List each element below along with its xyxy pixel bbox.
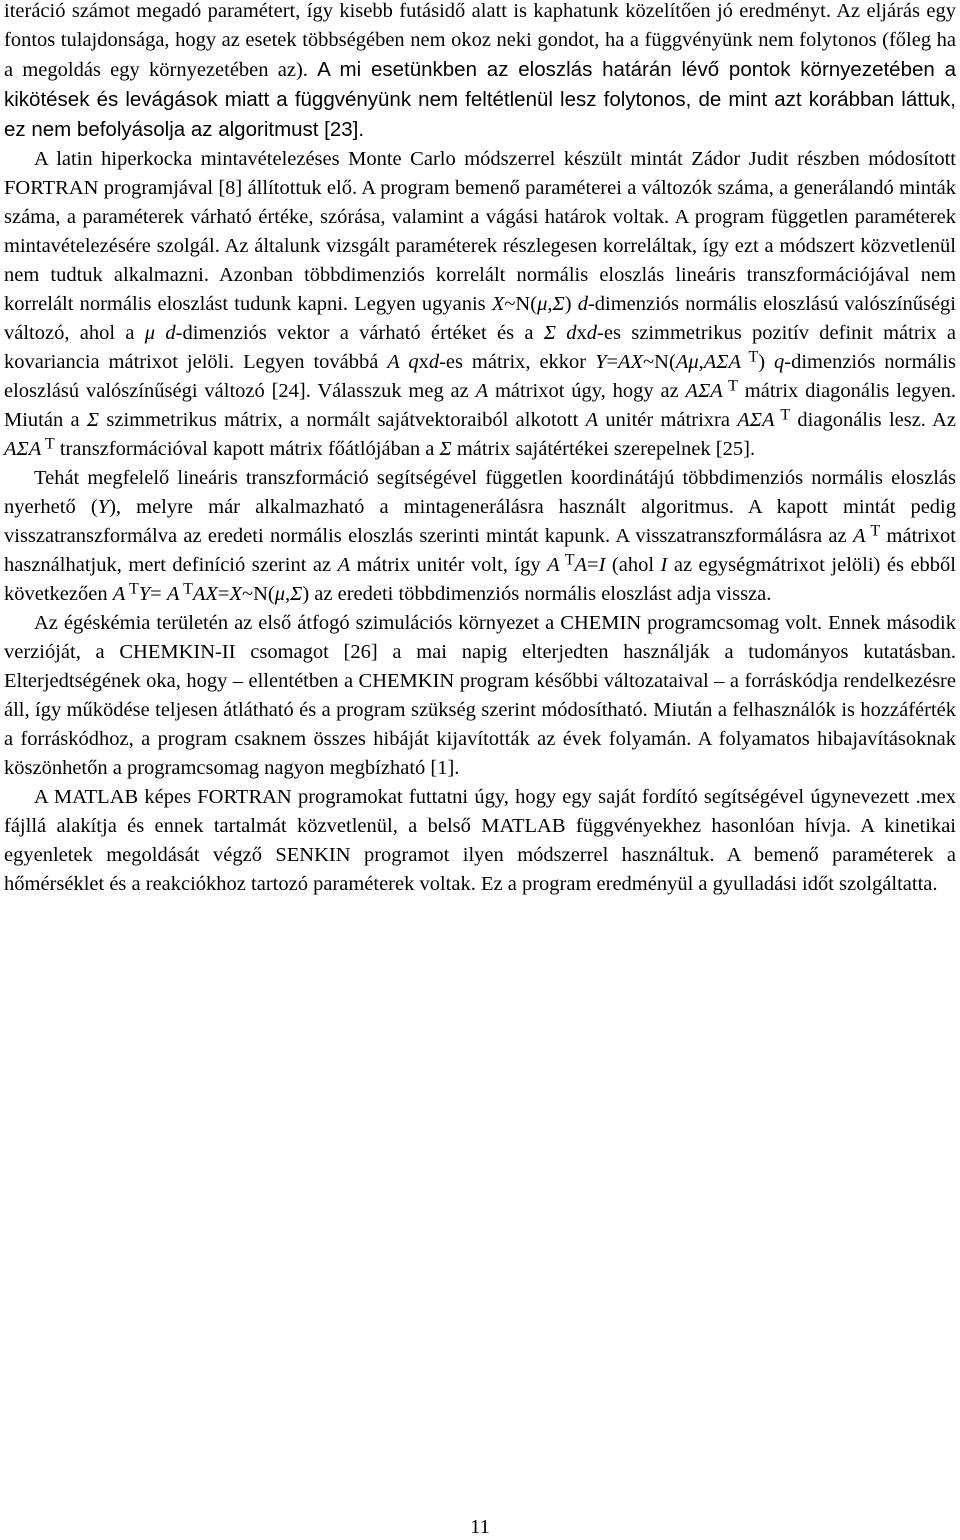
superscript: T	[179, 580, 193, 598]
text-segment: ~N(	[643, 351, 676, 373]
text-segment: (ahol	[605, 554, 661, 576]
text-segment: =	[217, 583, 230, 605]
text-segment: A	[475, 380, 489, 402]
text-segment: μ	[274, 583, 286, 605]
text-segment: az egységmátrixot jelöli) és ebből következően	[4, 554, 956, 605]
text-segment: A	[112, 583, 126, 605]
text-segment: A	[852, 525, 866, 547]
text-segment: A q	[387, 351, 419, 373]
text-segment: Σ d	[543, 322, 577, 344]
text-segment: AΣA	[4, 438, 42, 460]
text-segment: AΣA	[703, 351, 741, 373]
text-segment: mátrixot úgy, hogy az	[488, 380, 686, 402]
text-segment: x	[418, 351, 429, 373]
text-segment: ,	[285, 583, 291, 605]
text-segment: A	[585, 409, 599, 431]
text-segment: -dimenziós vektor a várható értéket és a	[175, 322, 544, 344]
text-segment: AX	[192, 583, 218, 605]
superscript: T	[774, 406, 791, 424]
text-segment: )	[758, 351, 774, 373]
text-segment: ) az eredeti többdimenziós normális eloszlást adja vissza.	[302, 583, 772, 605]
text-segment: A	[166, 583, 180, 605]
text-segment: Y	[97, 496, 110, 518]
text-segment: Az égéskémia területén az első átfogó szimulációs környezet a CHEMIN programcsomag volt. Ennek második verzióját, a CHEMKIN-II csomagot [26] a mai napig elterjedten használják a tudományos kutatásban. Elterjedtségének oka, hogy – ellentétben a CHEMKIN program későbbi változataival – a forráskódja rendelkezésre áll, így működése teljesen átlátható és a program szükség szerint módosítható. Miután a felhasználók is hozzáférték a forráskódhoz, a program csaknem összes hibáját kijavították az évek folyamán. A folyamatos hibajavításoknak köszönhetőn a programcsomag nagyon megbízható [1].	[4, 612, 956, 779]
text-segment: A MATLAB képes FORTRAN programokat futtatni úgy, hogy egy saját fordító segítségével úgynevezett .mex fájllá alakítja és ennek tartalmát közvetlenül, a belső MATLAB függvényekhez hasonlóan hívja. A kinetikai egyenletek megoldását végző SENKIN programot ilyen módszerrel használtuk. A bemenő paraméterek a hőmérséklet és a reakciókhoz tartozó paraméterek voltak. Ez a program eredményül a gyulladási időt szolgáltatta.	[4, 786, 956, 895]
text-segment: X	[491, 293, 505, 315]
text-segment: Y	[595, 351, 607, 373]
text-segment: -dimenziós normális eloszlású valószínűségi változó, ahol a	[4, 293, 957, 344]
text-segment: -dimenziós normális eloszlású valószínűségi változó [24]. Válasszuk meg az	[4, 351, 956, 402]
text-segment: =	[587, 554, 599, 576]
paragraph	[4, 783, 956, 899]
text-segment: mátrixot használhatjuk, mert definíció szerint az	[4, 525, 956, 576]
paragraph	[4, 145, 956, 464]
text-segment: ~N(	[241, 583, 275, 605]
text-segment: szimmetrikus mátrix, a normált sajátvektoraiból alkotott	[99, 409, 586, 431]
superscript: T	[865, 522, 881, 540]
text-segment: Σ	[439, 438, 452, 460]
text-segment: μ d	[144, 322, 176, 344]
text-segment: ~N(	[504, 293, 538, 315]
text-segment: -es mátrix, ekkor	[439, 351, 596, 373]
superscript: T	[559, 551, 575, 569]
paragraph	[4, 464, 956, 609]
text-segment: diagonális lesz. Az	[790, 409, 956, 431]
text-segment: Σ	[290, 583, 303, 605]
text-segment: A	[337, 554, 351, 576]
text-segment: AX	[618, 351, 644, 373]
superscript: T	[722, 377, 738, 395]
superscript: T	[41, 435, 55, 453]
text-segment: I	[598, 554, 606, 576]
text-segment: x	[576, 322, 587, 344]
text-segment: A	[574, 554, 588, 576]
superscript: T	[125, 580, 139, 598]
text-segment: Σ	[552, 293, 565, 315]
body-text	[4, 0, 956, 899]
text-segment: A mi esetünkben az eloszlás határán lévő pontok környezetében a kikötések és levágások miatt a függvényünk nem feltétlenül lesz folytonos, de mint azt korábban láttuk, ez nem befolyásolja az algoritmust [23].	[4, 58, 956, 141]
superscript: T	[740, 348, 759, 366]
text-segment: =	[606, 351, 619, 373]
text-segment: ,	[698, 351, 704, 373]
text-segment: d	[577, 293, 588, 315]
text-segment: -es szimmetrikus pozitív definit mátrix a kovariancia mátrixot jelöli. Legyen továbbá	[4, 322, 957, 373]
text-segment: ,	[547, 293, 553, 315]
text-segment: A	[547, 554, 560, 576]
text-segment: Σ	[86, 409, 100, 431]
text-segment: μ	[537, 293, 548, 315]
text-segment: mátrix diagonális legyen. Miután a	[4, 380, 956, 431]
text-segment: mátrix sajátértékei szerepelnek [25].	[451, 438, 756, 460]
text-segment: q	[774, 351, 785, 373]
text-segment: ), melyre már alkalmazható a mintagenerálásra használt algoritmus. A kapott mintát pedig visszatranszformálva az eredeti normális eloszlás szerinti mintát kapunk. A visszatranszformálásra az	[4, 496, 956, 547]
text-segment: iteráció számot megadó paramétert, így kisebb futásidő alatt is kaphatunk közelítően jó eredményt. Az eljárás egy fontos tulajdonsága, hogy az esetek többségében nem okoz neki gondot, ha a függvényünk nem folytonos (főleg ha a megoldás egy környezetében az).	[4, 0, 956, 81]
text-segment: X	[229, 583, 242, 605]
text-segment: Tehát megfelelő lineáris transzformáció segítségével független koordinátájú többdimenziós normális eloszlás nyerhető (	[4, 467, 956, 518]
text-segment: transzformációval kapott mátrix főátlójában a	[54, 438, 440, 460]
text-segment: AΣA	[737, 409, 775, 431]
paragraph	[4, 0, 956, 145]
page-number: 11	[470, 1516, 490, 1538]
text-segment: Y	[138, 583, 151, 605]
text-segment: mátrix unitér volt, így	[350, 554, 548, 576]
text-segment: unitér mátrixra	[598, 409, 738, 431]
text-segment: I	[660, 554, 668, 576]
text-segment: )	[564, 293, 578, 315]
text-segment: AΣA	[685, 380, 723, 402]
text-segment: Aμ	[675, 351, 699, 373]
text-segment: A latin hiperkocka mintavételezéses Monte Carlo módszerrel készült mintát Zádor Judit részben módosított FORTRAN programjával [8] állítottuk elő. A program bemenő paraméterei a változók száma, a generálandó minták száma, a paraméterek várható értéke, szórása, valamint a vágási határok voltak. A program független paraméterek mintavételezésére szolgál. Az általunk vizsgált paraméterek részlegesen korreláltak, így ezt a módszert közvetlenül nem tudtuk alkalmazni. Azonban többdimenziós korrelált normális eloszlás lineáris transzformációjával nem korrelált normális eloszlást tudunk kapni. Legyen ugyanis	[4, 148, 956, 315]
paragraph	[4, 609, 956, 783]
text-segment: =	[150, 583, 167, 605]
text-segment: d	[428, 351, 440, 373]
text-segment: d	[586, 322, 598, 344]
